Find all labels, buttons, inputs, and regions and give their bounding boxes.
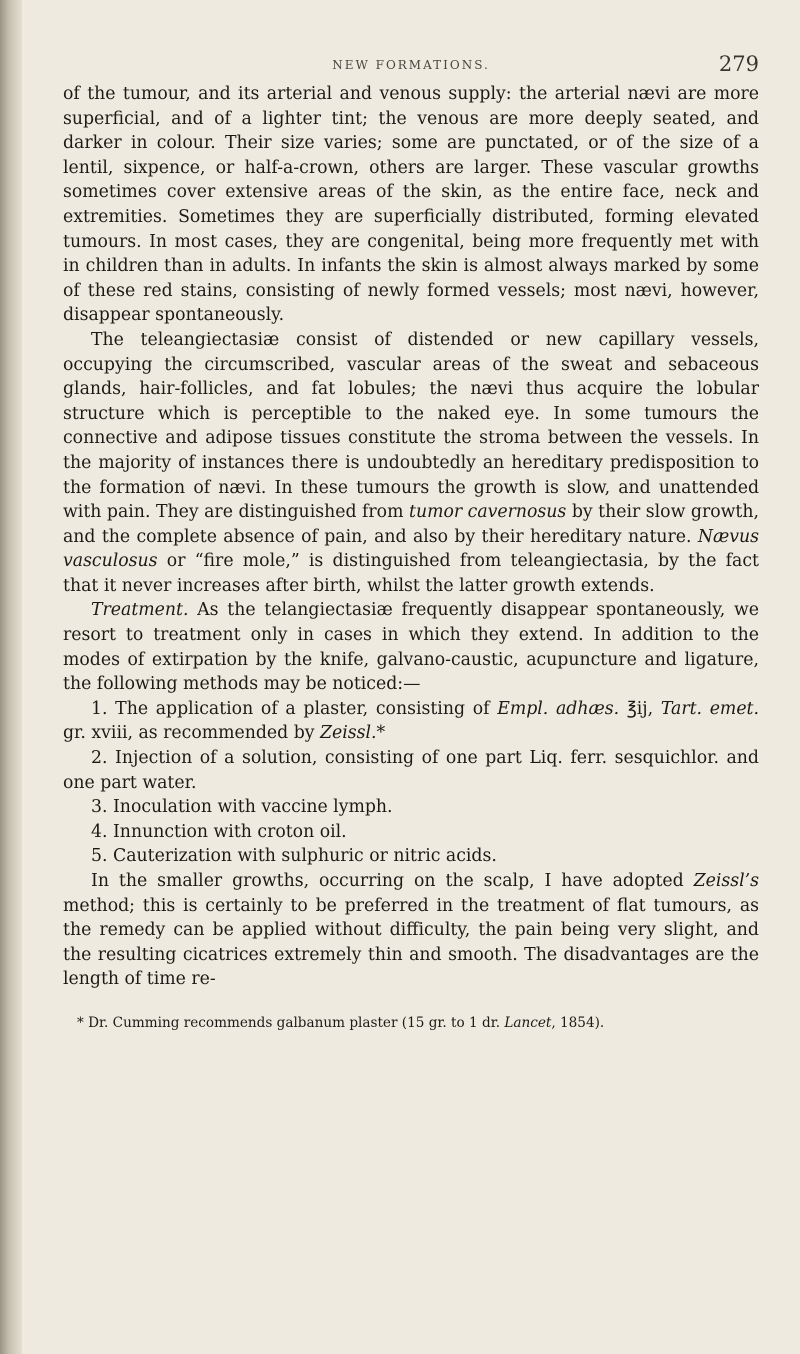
- page-binding-shadow: [0, 0, 22, 1354]
- book-page: [63, 42, 759, 1312]
- paragraph-teleangiectasiae: The teleangiectasiæ consist of distended or new capillary vessels, occupying the circumscribed, vascular areas of the sweat and sebaceous glands, hair-follicles, and fat lobules; the nævi thus acquire the lobular structure which is perceptible to the naked eye. In some tumours the connective and adipose tissues constitute the stroma between the vessels. In the majority of instances there is undoubtedly an hereditary predisposition to the formation of nævi. In these tumours the growth is slow, and unattended with pain. They are distinguished from tumor cavernosus by their slow growth, and the complete absence of pain, and also by their hereditary nature. Nævus vasculosus or “fire mole,” is distinguished from teleangiectasia, by the fact that it never increases after birth, whilst the latter growth extends.: [63, 329, 759, 596]
- list-item: 5. Cauterization with sulphuric or nitric acids.: [91, 846, 497, 867]
- list-item: 3. Inoculation with vaccine lymph.: [91, 797, 393, 818]
- list-item: 1. The application of a plaster, consisting of Empl. adhæs. ℥ij, Tart. emet. gr. xviii, as recommended by Zeissl.*: [63, 698, 759, 744]
- running-title: NEW FORMATIONS.: [332, 58, 490, 72]
- running-header: [63, 42, 759, 82]
- paragraph-treatment: Treatment. As the telangiectasiæ frequently disappear spontaneously, we resort to treatment only in cases in which they extend. In addition to the modes of extirpation by the knife, galvano-caustic, acupuncture and ligature, the following methods may be noticed:—: [63, 600, 759, 695]
- paragraph-naevi-description: of the tumour, and its arterial and venous supply: the arterial nævi are more superficial, and of a lighter tint; the venous are more deeply seated, and darker in colour. Their size varies; some are punctated, or of the size of a lentil, sixpence, or half-a-crown, others are larger. These vascular growths sometimes cover extensive areas of the skin, as the entire face, neck and extremities. Sometimes they are superficially distributed, forming elevated tumours. In most cases, they are congenital, being more frequently met with in children than in adults. In infants the skin is almost always marked by some of these red stains, consisting of newly formed vessels; most nævi, however, disappear spontaneously.: [63, 84, 759, 326]
- paragraph-zeissl-method: In the smaller growths, occurring on the scalp, I have adopted Zeissl’s method; this is certainly to be preferred in the treatment of flat tumours, as the remedy can be applied without difficulty, the pain being very slight, and the resulting cicatrices extremely thin and smooth. The disadvantages are the length of time re-: [63, 871, 759, 990]
- list-item: 4. Innunction with croton oil.: [91, 821, 347, 842]
- body-text: [63, 82, 759, 992]
- list-item: 2. Injection of a solution, consisting of one part Liq. ferr. sesquichlor. and one part water.: [63, 748, 759, 793]
- page-number: 279: [718, 52, 759, 76]
- footnote: * Dr. Cumming recommends galbanum plaster (15 gr. to 1 dr. Lancet, 1854).: [77, 1014, 605, 1031]
